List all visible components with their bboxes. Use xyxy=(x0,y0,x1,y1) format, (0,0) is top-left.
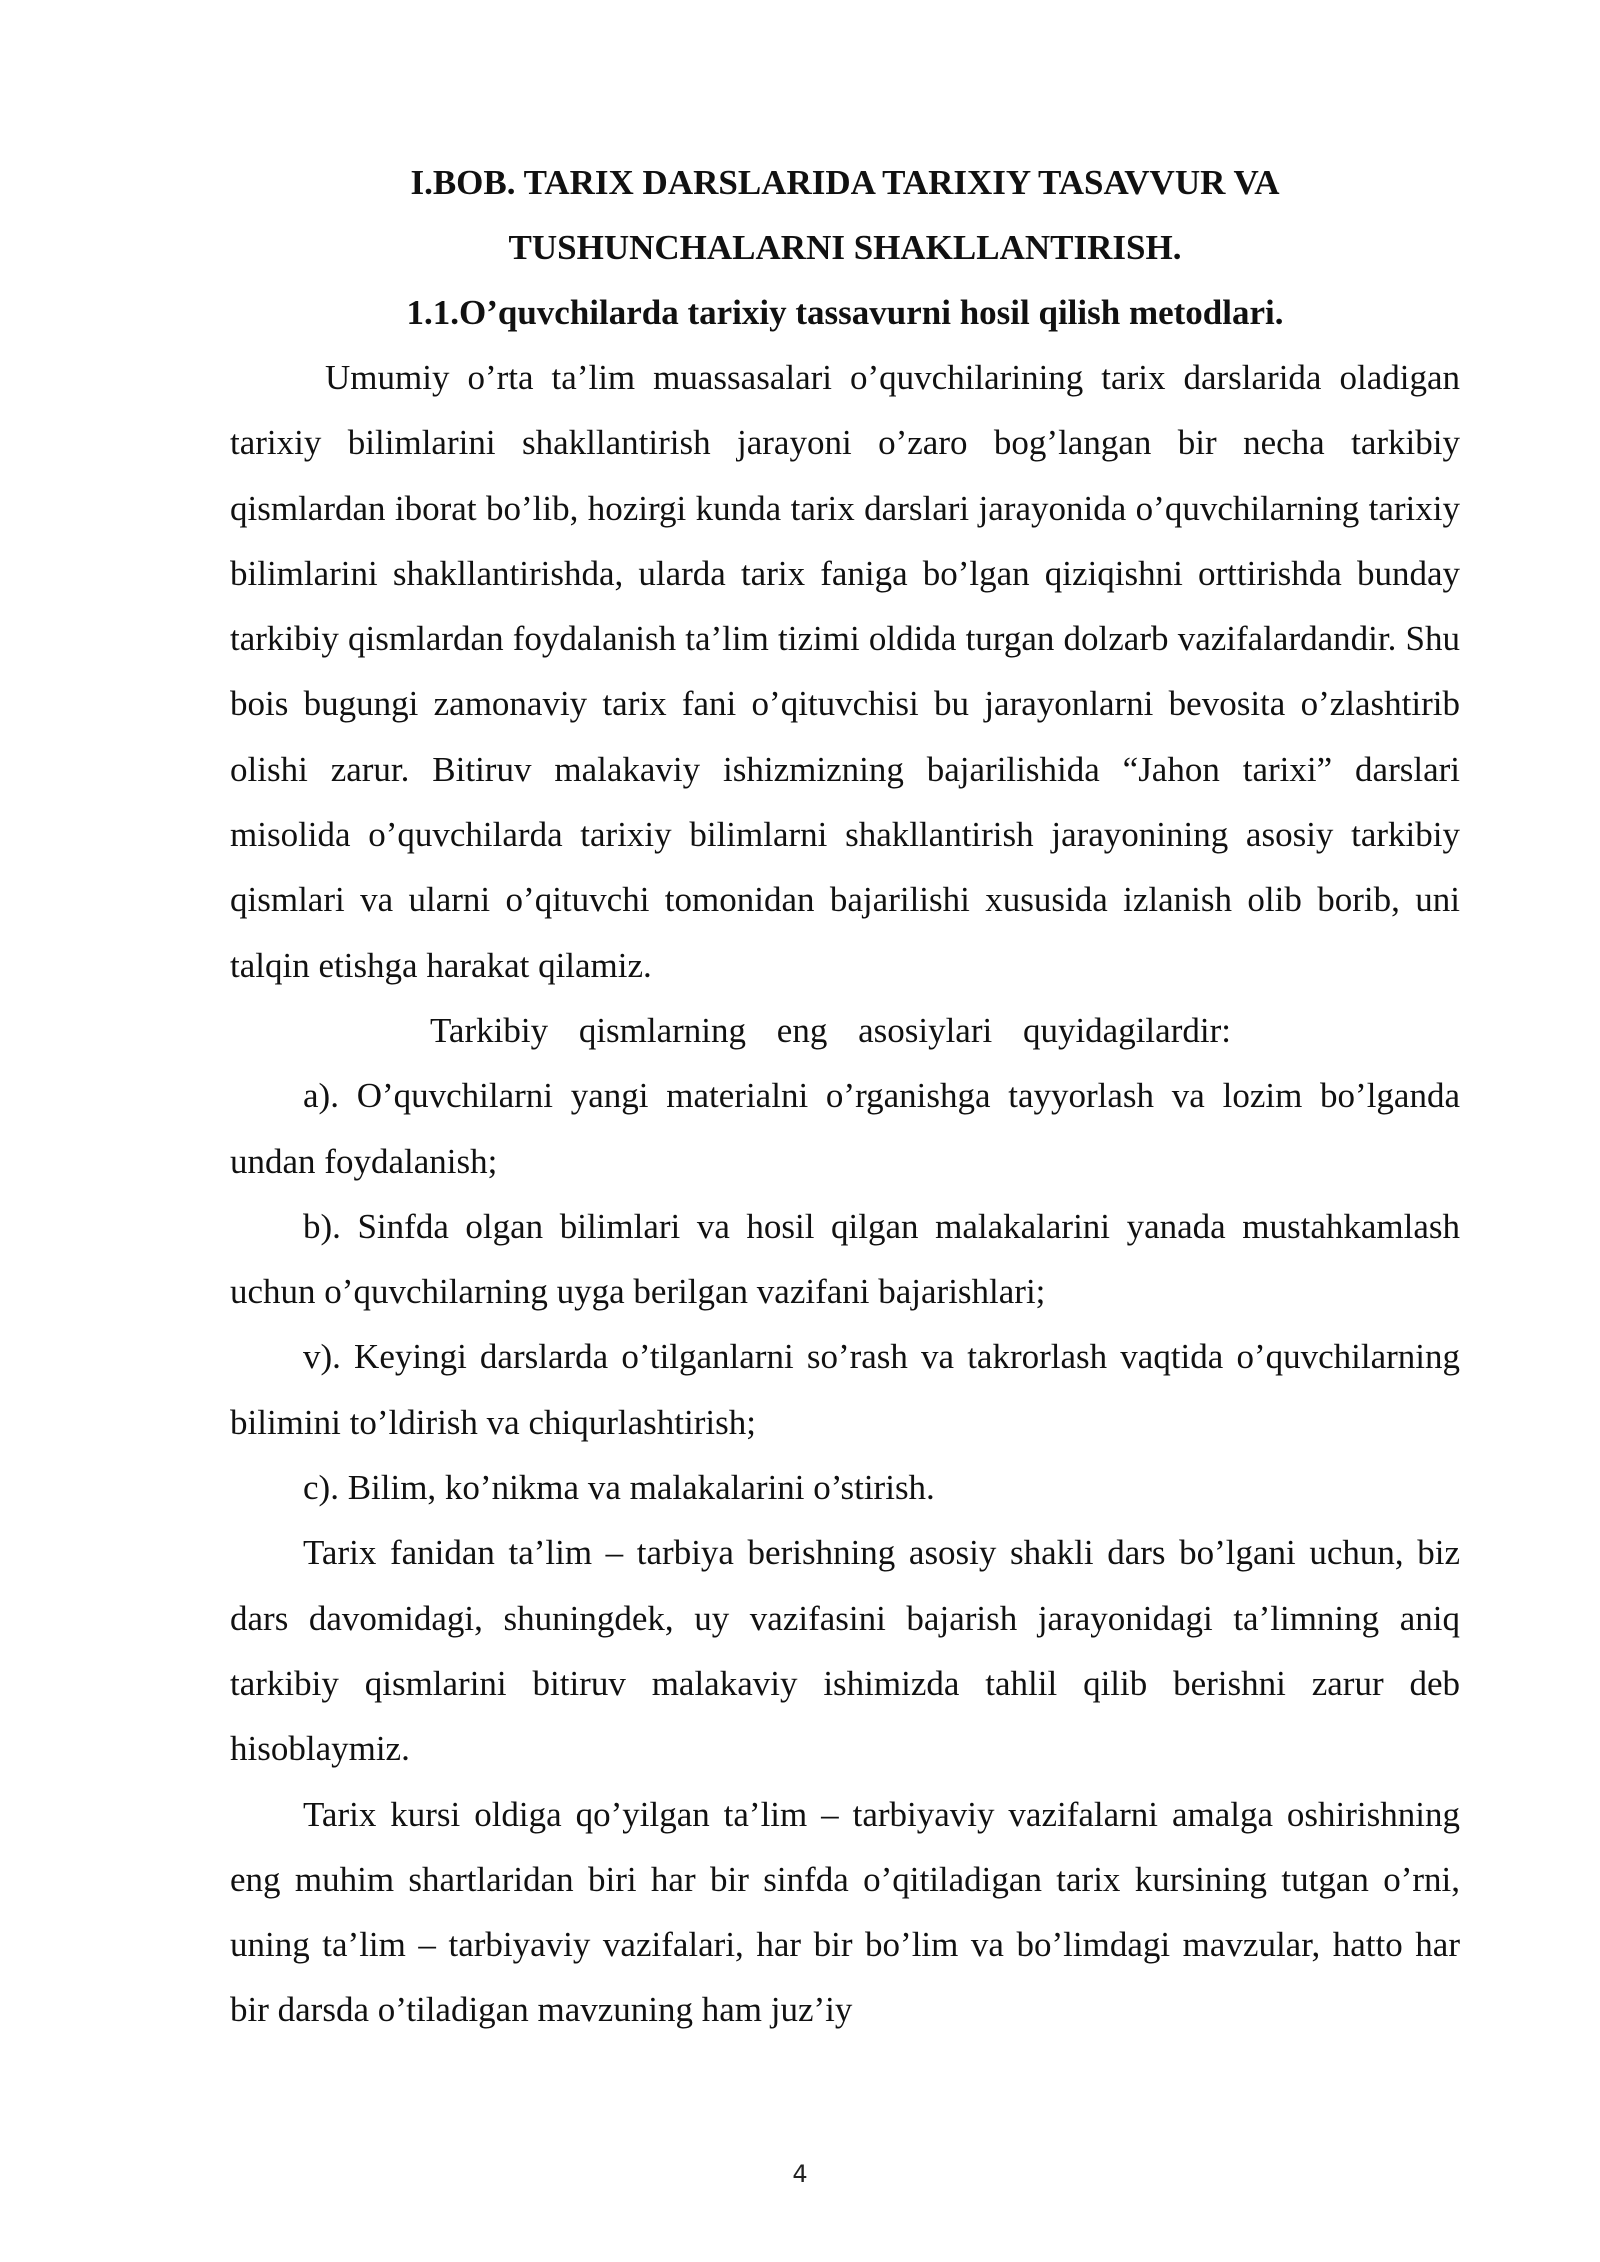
list-intro: Tarkibiy qismlarning eng asosiylari quyidagilardir: xyxy=(430,1010,1231,1050)
chapter-title-line2: TUSHUNCHALARNI SHAKLLANTIRISH. xyxy=(508,228,1182,267)
list-item-b: b). Sinfda olgan bilimlari va hosil qilgan malakalarini yanada mustahkamlash uchun o’quvchilarning uyga berilgan vazifani bajarishlari; xyxy=(230,1206,1460,1312)
paragraph-intro: Umumiy o’rta ta’lim muassasalari o’quvchilarining tarix darslarida oladigan tarixiy bilimlarini shakllantirish jarayoni o’zaro bog’langan bir necha tarkibiy qismlardan iborat bo’lib, hozirgi kunda tarix darslari jarayonida o’quvchilarning tarixiy bilimlarini shakllantirishda, ularda tarix faniga bo’lgan qiziqishni orttirishda bunday tarkibiy qismlardan foydalanish ta’lim tizimi oldida turgan dolzarb vazifalardandir. Shu bois bugungi zamonaviy tarix fani o’qituvchisi bu jarayonlarni bevosita o’zlashtirib olishi zarur. Bitiruv malakaviy ishizmizning bajarilishida “Jahon tarixi” darslari misolida o’quvchilarda tarixiy bilimlarni shakllantirish jarayonining asosiy tarkibiy qismlari va ularni o’qituvchi tomonidan bajarilishi xususida izlanish olib borib, uni talqin etishga harakat qilamiz. xyxy=(230,358,1460,985)
list-item-c: c). Bilim, ko’nikma va malakalarini o’stirish. xyxy=(303,1468,935,1508)
document-page xyxy=(230,150,1460,2043)
paragraph-course-goals: Tarix kursi oldiga qo’yilgan ta’lim – tarbiyaviy vazifalarni amalga oshirishning eng muhim shartlaridan biri har bir sinfda o’qitiladigan tarix kursining tutgan o’rni, uning ta’lim – tarbiyaviy vazifalari, har bir bo’lim va bo’limdagi mavzular, hatto har bir darsda o’tiladigan mavzuning ham juz’iy xyxy=(230,1794,1460,2030)
list-item-v: v). Keyingi darslarda o’tilganlarni so’rash va takrorlash vaqtida o’quvchilarning bilimini to’ldirish va chiqurlashtirish; xyxy=(230,1337,1460,1442)
section-title: 1.1.O’quvchilarda tarixiy tassavurni hosil qilish metodlari. xyxy=(406,293,1284,332)
page-number: 4 xyxy=(792,2160,808,2188)
chapter-title-line1: I.BOB. TARIX DARSLARIDA TARIXIY TASAVVUR VA xyxy=(410,163,1280,202)
list-item-a: a). O’quvchilarni yangi materialni o’rganishga tayyorlash va lozim bo’lganda undan foydalanish; xyxy=(230,1076,1460,1181)
paragraph-lesson-form: Tarix fanidan ta’lim – tarbiya berishning asosiy shakli dars bo’lgani uchun, biz dars davomidagi, shuningdek, uy vazifasini bajarish jarayonidagi ta’limning aniq tarkibiy qismlarini bitiruv malakaviy ishimizda tahlil qilib berishni zarur deb hisoblaymiz. xyxy=(230,1533,1460,1769)
